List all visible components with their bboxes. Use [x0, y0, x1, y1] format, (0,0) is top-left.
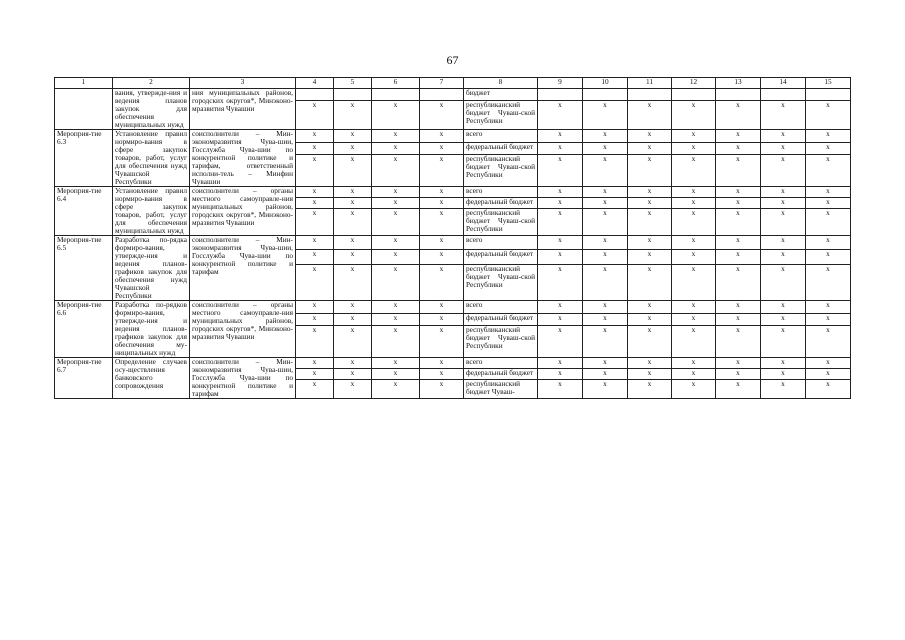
value-cell: х [628, 197, 672, 208]
column-number: 10 [583, 78, 628, 89]
value-cell: х [628, 100, 672, 129]
funding-source-cell: федеральный бюджет [464, 369, 538, 380]
description-cell: Установление правил нормиро-вания в сфере закупок товаров, работ, услуг для обеспечения нужд Чувашской Республики [113, 130, 190, 187]
funding-source-cell: всего [464, 358, 538, 369]
value-cell: х [761, 326, 806, 358]
value-cell: х [334, 197, 372, 208]
activity-cell: Мероприя-тие 6.6 [55, 301, 113, 358]
value-cell: х [628, 369, 672, 380]
value-cell [761, 89, 806, 101]
column-number: 5 [334, 78, 372, 89]
value-cell: х [334, 100, 372, 129]
value-cell: х [538, 264, 583, 300]
value-cell: х [583, 208, 628, 235]
activity-cell: Мероприя-тие 6.3 [55, 130, 113, 187]
funding-source-cell: всего [464, 130, 538, 143]
value-cell: х [420, 250, 464, 264]
executors-cell: соисполнители – Мин-экономразвития Чува-шии, Госслужба Чува-шии по конкурентной политике и тарифам, ответственный исполни-тель – Минфин Чувашии [190, 130, 296, 187]
value-cell: х [672, 208, 716, 235]
value-cell: х [672, 197, 716, 208]
value-cell: х [296, 326, 334, 358]
funding-source-cell: федеральный бюджет [464, 142, 538, 155]
value-cell: х [806, 326, 851, 358]
value-cell: х [296, 100, 334, 129]
column-number: 11 [628, 78, 672, 89]
table-row [55, 187, 851, 198]
value-cell: х [672, 313, 716, 326]
value-cell: х [334, 380, 372, 399]
value-cell: х [372, 100, 420, 129]
value-cell: х [583, 369, 628, 380]
table-row [55, 236, 851, 250]
value-cell: х [672, 326, 716, 358]
value-cell: х [583, 264, 628, 300]
value-cell: х [806, 197, 851, 208]
value-cell: х [334, 250, 372, 264]
value-cell: х [296, 155, 334, 187]
executors-cell: ния муниципальных районов, городских округов*, Минэконо-мразвития Чувашии [190, 89, 296, 130]
funding-source-cell: республиканский бюджет Чуваш- [464, 380, 538, 399]
value-cell: х [420, 358, 464, 369]
funding-source-cell: республиканский бюджет Чуваш-ской Республики [464, 264, 538, 300]
value-cell: х [761, 380, 806, 399]
funding-source-cell: федеральный бюджет [464, 313, 538, 326]
description-cell: Определение случаев осу-ществления банковского сопровождения [113, 358, 190, 399]
value-cell: х [716, 380, 761, 399]
value-cell: х [806, 142, 851, 155]
value-cell: х [672, 142, 716, 155]
value-cell: х [628, 208, 672, 235]
value-cell: х [420, 236, 464, 250]
value-cell: х [583, 313, 628, 326]
value-cell: х [538, 358, 583, 369]
value-cell: х [334, 236, 372, 250]
column-number: 6 [372, 78, 420, 89]
value-cell: х [628, 326, 672, 358]
value-cell: х [538, 313, 583, 326]
page-number: 67 [446, 53, 459, 67]
value-cell: х [538, 369, 583, 380]
value-cell: х [372, 187, 420, 198]
value-cell: х [538, 142, 583, 155]
column-number: 14 [761, 78, 806, 89]
column-number: 1 [55, 78, 113, 89]
value-cell: х [716, 264, 761, 300]
value-cell: х [628, 187, 672, 198]
value-cell: х [583, 301, 628, 314]
value-cell: х [296, 197, 334, 208]
value-cell: х [538, 250, 583, 264]
value-cell: х [672, 130, 716, 143]
executors-cell: соисполнители – органы местного самоуправле-ния муниципальных районов, городских округов*, Минэконо-мразвития Чувашии [190, 301, 296, 358]
column-number: 8 [464, 78, 538, 89]
value-cell: х [420, 197, 464, 208]
value-cell: х [296, 313, 334, 326]
program-activities-table [54, 77, 851, 399]
value-cell: х [672, 358, 716, 369]
activity-cell: Мероприя-тие 6.5 [55, 236, 113, 301]
value-cell: х [420, 264, 464, 300]
column-number: 4 [296, 78, 334, 89]
value-cell: х [296, 301, 334, 314]
value-cell: х [806, 369, 851, 380]
value-cell: х [334, 142, 372, 155]
value-cell: х [583, 358, 628, 369]
table-row [55, 130, 851, 143]
value-cell: х [761, 264, 806, 300]
value-cell: х [628, 130, 672, 143]
value-cell: х [628, 236, 672, 250]
value-cell [716, 89, 761, 101]
value-cell: х [806, 155, 851, 187]
value-cell: х [296, 236, 334, 250]
value-cell: х [538, 326, 583, 358]
column-number: 9 [538, 78, 583, 89]
column-number: 7 [420, 78, 464, 89]
value-cell: х [583, 250, 628, 264]
value-cell: х [296, 380, 334, 399]
value-cell: х [538, 380, 583, 399]
value-cell: х [538, 301, 583, 314]
value-cell: х [761, 236, 806, 250]
value-cell: х [806, 301, 851, 314]
value-cell: х [583, 197, 628, 208]
value-cell: х [538, 130, 583, 143]
column-number: 12 [672, 78, 716, 89]
value-cell: х [538, 208, 583, 235]
description-cell: Установление правил нормиро-вания в сфере закупок товаров, работ, услуг для обеспечения муниципальных нужд [113, 187, 190, 236]
value-cell: х [372, 236, 420, 250]
value-cell: х [420, 130, 464, 143]
value-cell: х [806, 130, 851, 143]
value-cell: х [334, 358, 372, 369]
value-cell: х [761, 301, 806, 314]
description-cell: Разработка по-рядков формиро-вания, утвержде-ния и ведения планов-графиков закупок для обеспечения му-ниципальных нужд [113, 301, 190, 358]
activity-cell: Мероприя-тие 6.7 [55, 358, 113, 399]
value-cell: х [806, 187, 851, 198]
value-cell: х [628, 264, 672, 300]
value-cell: х [583, 236, 628, 250]
value-cell: х [716, 142, 761, 155]
value-cell: х [672, 264, 716, 300]
executors-cell: соисполнители – органы местного самоуправле-ния муниципальных районов, городских округов*, Минэконо-мразвития Чувашии [190, 187, 296, 236]
value-cell [420, 89, 464, 101]
table-row [55, 301, 851, 314]
value-cell: х [761, 100, 806, 129]
funding-source-cell: всего [464, 187, 538, 198]
value-cell [296, 89, 334, 101]
value-cell: х [672, 155, 716, 187]
value-cell [672, 89, 716, 101]
value-cell: х [372, 380, 420, 399]
value-cell: х [716, 130, 761, 143]
value-cell: х [761, 250, 806, 264]
value-cell: х [806, 236, 851, 250]
value-cell: х [420, 380, 464, 399]
value-cell: х [583, 130, 628, 143]
value-cell: х [672, 380, 716, 399]
value-cell: х [806, 250, 851, 264]
table-row [55, 358, 851, 369]
value-cell: х [628, 380, 672, 399]
value-cell: х [372, 197, 420, 208]
value-cell: х [296, 250, 334, 264]
value-cell: х [806, 100, 851, 129]
value-cell: х [761, 155, 806, 187]
value-cell: х [628, 155, 672, 187]
value-cell: х [628, 358, 672, 369]
value-cell: х [420, 369, 464, 380]
value-cell: х [296, 142, 334, 155]
value-cell: х [628, 313, 672, 326]
description-cell: Разработка по-рядка формиро-вания, утвержде-ния и ведения планов-графиков закупок для обеспечения нужд Чувашской Республики [113, 236, 190, 301]
value-cell: х [372, 301, 420, 314]
value-cell: х [716, 187, 761, 198]
value-cell: х [761, 130, 806, 143]
value-cell: х [372, 326, 420, 358]
value-cell: х [672, 100, 716, 129]
value-cell: х [420, 100, 464, 129]
value-cell: х [296, 208, 334, 235]
value-cell: х [761, 358, 806, 369]
value-cell: х [628, 301, 672, 314]
value-cell: х [334, 187, 372, 198]
value-cell: х [334, 369, 372, 380]
value-cell: х [538, 100, 583, 129]
funding-source-cell: бюджет [464, 89, 538, 101]
value-cell: х [420, 187, 464, 198]
value-cell: х [716, 236, 761, 250]
value-cell: х [334, 208, 372, 235]
value-cell: х [538, 155, 583, 187]
value-cell: х [334, 264, 372, 300]
value-cell: х [296, 264, 334, 300]
column-number: 13 [716, 78, 761, 89]
value-cell: х [628, 250, 672, 264]
value-cell: х [538, 187, 583, 198]
value-cell: х [761, 369, 806, 380]
value-cell: х [672, 301, 716, 314]
value-cell: х [806, 358, 851, 369]
value-cell [372, 89, 420, 101]
value-cell: х [334, 155, 372, 187]
executors-cell: соисполнители – Мин-экономразвития Чува-шии, Госслужба Чува-шии по конкурентной политике и тарифам [190, 236, 296, 301]
value-cell: х [420, 155, 464, 187]
funding-source-cell: республиканский бюджет Чуваш-ской Республики [464, 208, 538, 235]
column-number: 2 [113, 78, 190, 89]
value-cell: х [672, 250, 716, 264]
value-cell: х [372, 208, 420, 235]
description-cell: вания, утвержде-ния и ведения планов закупок для обеспечения муниципальных нужд [113, 89, 190, 130]
value-cell: х [716, 208, 761, 235]
funding-source-cell: республиканский бюджет Чуваш-ской Республики [464, 326, 538, 358]
value-cell [806, 89, 851, 101]
value-cell: х [806, 208, 851, 235]
value-cell: х [716, 250, 761, 264]
funding-source-cell: федеральный бюджет [464, 197, 538, 208]
value-cell: х [296, 130, 334, 143]
column-number: 15 [806, 78, 851, 89]
value-cell: х [372, 369, 420, 380]
value-cell: х [334, 313, 372, 326]
value-cell: х [334, 326, 372, 358]
value-cell: х [716, 313, 761, 326]
value-cell: х [806, 313, 851, 326]
executors-cell: соисполнители – Мин-экономразвития Чува-шии, Госслужба Чува-шии по конкурентной политике и тарифам [190, 358, 296, 399]
funding-source-cell: республиканский бюджет Чуваш-ской Республики [464, 155, 538, 187]
value-cell: х [372, 358, 420, 369]
value-cell: х [420, 301, 464, 314]
value-cell: х [716, 197, 761, 208]
value-cell: х [583, 155, 628, 187]
value-cell: х [761, 197, 806, 208]
funding-source-cell: всего [464, 236, 538, 250]
value-cell [334, 89, 372, 101]
value-cell: х [716, 358, 761, 369]
value-cell: х [672, 369, 716, 380]
value-cell: х [806, 264, 851, 300]
value-cell: х [583, 326, 628, 358]
funding-source-cell: всего [464, 301, 538, 314]
value-cell: х [538, 236, 583, 250]
funding-source-cell: республиканский бюджет Чуваш-ской Республики [464, 100, 538, 129]
value-cell: х [296, 358, 334, 369]
funding-source-cell: федеральный бюджет [464, 250, 538, 264]
value-cell: х [716, 326, 761, 358]
value-cell: х [583, 100, 628, 129]
value-cell: х [583, 142, 628, 155]
value-cell: х [761, 313, 806, 326]
value-cell: х [672, 236, 716, 250]
value-cell [538, 89, 583, 101]
value-cell: х [761, 142, 806, 155]
value-cell: х [334, 301, 372, 314]
value-cell: х [761, 187, 806, 198]
value-cell: х [806, 380, 851, 399]
value-cell: х [420, 313, 464, 326]
value-cell: х [716, 100, 761, 129]
value-cell: х [716, 369, 761, 380]
value-cell: х [372, 142, 420, 155]
value-cell: х [672, 187, 716, 198]
value-cell: х [372, 250, 420, 264]
value-cell: х [420, 326, 464, 358]
value-cell [583, 89, 628, 101]
activity-cell [55, 89, 113, 130]
value-cell: х [716, 301, 761, 314]
activity-cell: Мероприя-тие 6.4 [55, 187, 113, 236]
value-cell: х [583, 187, 628, 198]
value-cell: х [372, 264, 420, 300]
value-cell: х [761, 208, 806, 235]
value-cell: х [372, 313, 420, 326]
table-row [55, 89, 851, 101]
value-cell: х [372, 130, 420, 143]
value-cell: х [420, 208, 464, 235]
value-cell: х [372, 155, 420, 187]
value-cell: х [334, 130, 372, 143]
value-cell: х [628, 142, 672, 155]
value-cell: х [716, 155, 761, 187]
value-cell [628, 89, 672, 101]
value-cell: х [538, 197, 583, 208]
value-cell: х [296, 187, 334, 198]
column-number: 3 [190, 78, 296, 89]
value-cell: х [296, 369, 334, 380]
value-cell: х [583, 380, 628, 399]
value-cell: х [420, 142, 464, 155]
column-number-row [55, 78, 851, 89]
